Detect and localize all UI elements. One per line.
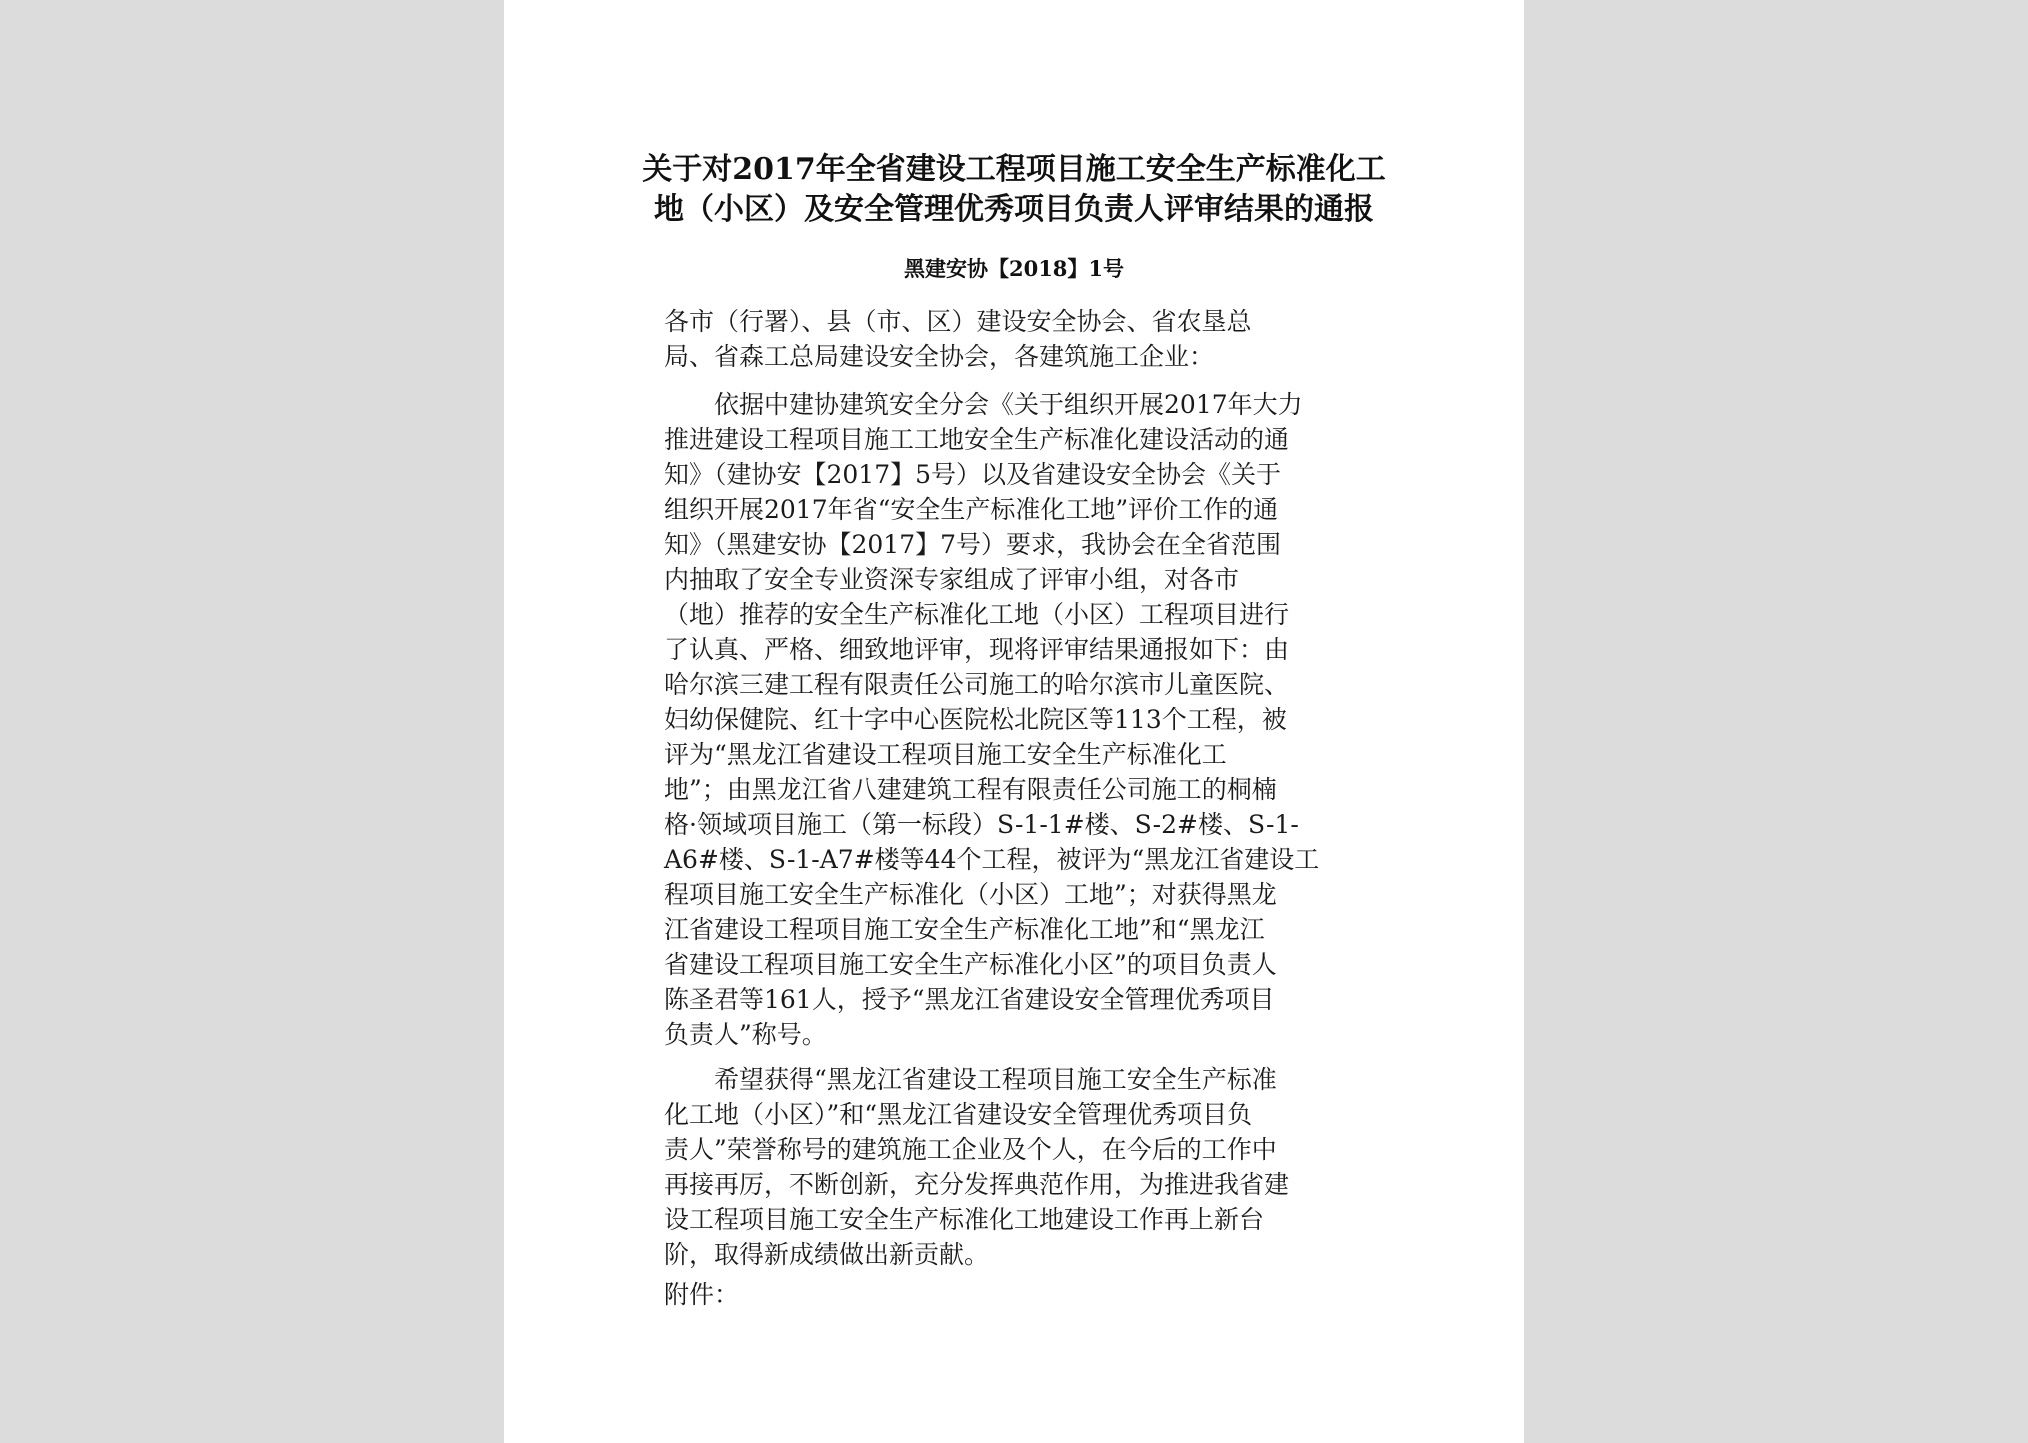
body-line: 局、省森工总局建设安全协会，各建筑施工企业： bbox=[664, 342, 1215, 371]
body-line: 陈圣君等161人，授予“黑龙江省建设安全管理优秀项目 bbox=[664, 985, 1275, 1014]
body-line: 知》（黑建安协【2017】7号）要求，我协会在全省范围 bbox=[664, 530, 1282, 559]
body-line: （地）推荐的安全生产标准化工地（小区）工程项目进行 bbox=[664, 600, 1290, 629]
body-line: 化工地（小区）”和“黑龙江省建设安全管理优秀项目负 bbox=[664, 1100, 1253, 1129]
body-line: 各市（行署）、县（市、区）建设安全协会、省农垦总 bbox=[664, 307, 1252, 336]
body-line: 省建设工程项目施工安全生产标准化小区”的项目负责人 bbox=[664, 950, 1277, 979]
body-line: 格·领域项目施工（第一标段）S-1-1#楼、S-2#楼、S-1- bbox=[664, 810, 1299, 839]
body-line: 评为“黑龙江省建设工程项目施工安全生产标准化工 bbox=[664, 740, 1227, 769]
body-line: 责人”荣誉称号的建筑施工企业及个人，在今后的工作中 bbox=[664, 1135, 1277, 1164]
body-line: 妇幼保健院、红十字中心医院松北院区等113个工程，被 bbox=[664, 705, 1287, 734]
body-line: A6#楼、S-1-A7#楼等44个工程，被评为“黑龙江省建设工 bbox=[664, 845, 1320, 874]
body-line: 阶，取得新成绩做出新贡献。 bbox=[664, 1240, 990, 1269]
body-line: 了认真、严格、细致地评审，现将评审结果通报如下：由 bbox=[664, 635, 1290, 664]
body-line: 希望获得“黑龙江省建设工程项目施工安全生产标准 bbox=[714, 1065, 1277, 1094]
document-page bbox=[504, 0, 1524, 1443]
body-line: 负责人”称号。 bbox=[664, 1020, 827, 1049]
document-title-line-2: 地（小区）及安全管理优秀项目负责人评审结果的通报 bbox=[654, 192, 1374, 227]
body-line: 哈尔滨三建工程有限责任公司施工的哈尔滨市儿童医院、 bbox=[664, 670, 1290, 699]
document-title-line-1: 关于对2017年全省建设工程项目施工安全生产标准化工 bbox=[642, 152, 1386, 187]
body-line: 地”；由黑龙江省八建建筑工程有限责任公司施工的桐楠 bbox=[664, 775, 1277, 804]
body-line: 江省建设工程项目施工安全生产标准化工地”和“黑龙江 bbox=[664, 915, 1265, 944]
body-line: 依据中建协建筑安全分会《关于组织开展2017年大力 bbox=[714, 390, 1303, 419]
attachment-label: 附件： bbox=[664, 1280, 740, 1309]
body-line: 内抽取了安全专业资深专家组成了评审小组，对各市 bbox=[664, 565, 1240, 594]
document-number: 黑建安协【2018】1号 bbox=[903, 256, 1125, 281]
body-line: 组织开展2017年省“安全生产标准化工地”评价工作的通 bbox=[664, 495, 1279, 524]
body-line: 设工程项目施工安全生产标准化工地建设工作再上新台 bbox=[664, 1205, 1265, 1234]
body-line: 推进建设工程项目施工工地安全生产标准化建设活动的通 bbox=[664, 425, 1290, 454]
body-line: 程项目施工安全生产标准化（小区）工地”；对获得黑龙 bbox=[664, 880, 1277, 909]
body-line: 再接再厉，不断创新，充分发挥典范作用，为推进我省建 bbox=[664, 1170, 1290, 1199]
body-line: 知》（建协安【2017】5号）以及省建设安全协会《关于 bbox=[664, 460, 1282, 489]
